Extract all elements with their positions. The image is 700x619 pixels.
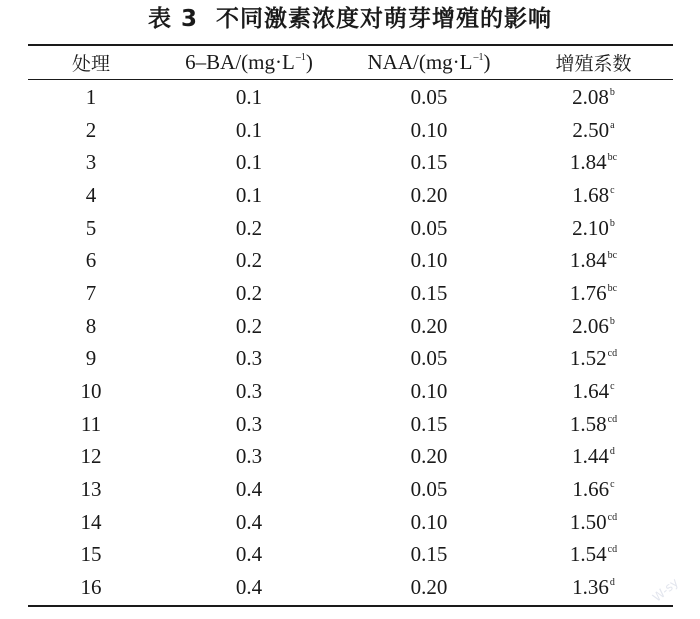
significance-letter: b <box>609 86 615 98</box>
significance-letter: bc <box>607 282 618 294</box>
6ba-cell: 0.3 <box>235 346 263 371</box>
header-6ba-unit-exponent: –1 <box>295 52 306 63</box>
naa-cell: 0.10 <box>410 379 448 404</box>
coefficient-cell <box>514 79 673 114</box>
coefficient-value: 2.06 <box>572 313 609 338</box>
treatment-cell: 6 <box>85 248 97 273</box>
coefficient-cell <box>514 244 673 277</box>
table-row <box>28 571 673 604</box>
coefficient-cell <box>514 506 673 539</box>
6ba-cell: 0.2 <box>235 313 263 338</box>
coefficient-value: 1.64 <box>572 379 610 404</box>
treatment-cell: 1 <box>85 84 97 109</box>
significance-letter: d <box>609 446 615 458</box>
6ba-cell: 0.1 <box>235 182 263 207</box>
table-row <box>28 146 673 179</box>
table-row <box>28 277 673 310</box>
treatment-cell: 8 <box>85 313 97 338</box>
header-treatment: 处理 <box>71 53 110 75</box>
6ba-cell: 0.4 <box>235 575 263 600</box>
table-number: 表 3 <box>147 6 198 32</box>
table-row <box>28 79 673 114</box>
coefficient-cell <box>514 114 673 147</box>
header-coefficient: 增殖系数 <box>555 53 632 75</box>
coefficient-cell <box>514 146 673 179</box>
6ba-cell: 0.3 <box>235 379 263 404</box>
table-row <box>28 408 673 441</box>
naa-cell: 0.15 <box>410 542 448 567</box>
treatment-cell: 14 <box>80 509 102 534</box>
header-6ba-name: 6–BA/(mg·L <box>185 50 295 74</box>
table-row <box>28 375 673 408</box>
treatment-cell: 9 <box>85 346 97 371</box>
coefficient-cell <box>514 441 673 474</box>
coefficient-value: 2.50 <box>572 117 610 142</box>
coefficient-value: 1.66 <box>572 477 610 502</box>
significance-letter: b <box>609 217 615 229</box>
coefficient-value: 1.52 <box>569 346 607 371</box>
treatment-cell: 3 <box>85 150 97 175</box>
significance-letter: cd <box>607 544 618 556</box>
bottom-rule <box>28 605 673 607</box>
coefficient-cell <box>514 539 673 572</box>
table-row <box>28 539 673 572</box>
6ba-cell: 0.1 <box>235 150 263 175</box>
naa-cell: 0.10 <box>410 248 448 273</box>
coefficient-value: 1.76 <box>569 280 607 305</box>
6ba-cell: 0.1 <box>235 117 263 142</box>
significance-letter: a <box>610 119 615 131</box>
coefficient-value: 2.10 <box>572 215 609 240</box>
watermark: W-sy <box>649 575 682 605</box>
table-body <box>28 79 673 604</box>
naa-cell: 0.15 <box>410 280 448 305</box>
header-6ba-close: ) <box>305 50 313 74</box>
header-naa-name: NAA/(mg·L <box>367 50 473 74</box>
coefficient-value: 1.84 <box>569 150 607 175</box>
significance-letter: c <box>610 381 615 393</box>
naa-cell: 0.05 <box>410 215 448 240</box>
table-row <box>28 343 673 376</box>
coefficient-cell <box>514 179 673 212</box>
coefficient-value: 1.84 <box>569 248 607 273</box>
naa-cell: 0.05 <box>410 477 448 502</box>
treatment-cell: 7 <box>85 280 97 305</box>
coefficient-cell <box>514 310 673 343</box>
6ba-cell: 0.4 <box>235 509 263 534</box>
coefficient-cell <box>514 571 673 604</box>
naa-cell: 0.20 <box>410 182 448 207</box>
6ba-cell: 0.3 <box>235 411 263 436</box>
treatment-cell: 15 <box>80 542 102 567</box>
coefficient-value: 1.44 <box>572 444 609 469</box>
significance-letter: bc <box>607 152 618 164</box>
naa-cell: 0.05 <box>410 346 448 371</box>
6ba-cell: 0.2 <box>235 280 263 305</box>
table-row <box>28 506 673 539</box>
naa-cell: 0.20 <box>410 313 448 338</box>
coefficient-cell <box>514 473 673 506</box>
6ba-cell: 0.2 <box>235 215 263 240</box>
significance-letter: cd <box>607 413 618 425</box>
significance-letter: d <box>609 577 615 589</box>
table-row <box>28 179 673 212</box>
6ba-cell: 0.4 <box>235 477 263 502</box>
table-title: 不同激素浓度对萌芽增殖的影响 <box>216 6 552 32</box>
significance-letter: cd <box>607 348 618 360</box>
coefficient-cell <box>514 375 673 408</box>
coefficient-value: 1.68 <box>572 182 610 207</box>
treatment-cell: 4 <box>85 182 97 207</box>
treatment-cell: 5 <box>85 215 97 240</box>
6ba-cell: 0.4 <box>235 542 263 567</box>
header-naa <box>344 46 514 79</box>
table-row <box>28 114 673 147</box>
proliferation-table <box>28 46 673 604</box>
6ba-cell: 0.2 <box>235 248 263 273</box>
significance-letter: c <box>610 479 615 491</box>
coefficient-value: 1.36 <box>572 575 609 600</box>
header-6ba <box>154 46 344 79</box>
coefficient-value: 1.54 <box>569 542 607 567</box>
coefficient-value: 2.08 <box>572 84 609 109</box>
coefficient-cell <box>514 277 673 310</box>
naa-cell: 0.05 <box>410 84 448 109</box>
significance-letter: c <box>610 184 615 196</box>
naa-cell: 0.15 <box>410 411 448 436</box>
coefficient-cell <box>514 408 673 441</box>
treatment-cell: 12 <box>80 444 102 469</box>
significance-letter: b <box>609 315 615 327</box>
table-row <box>28 473 673 506</box>
naa-cell: 0.10 <box>410 509 448 534</box>
coefficient-cell <box>514 343 673 376</box>
6ba-cell: 0.1 <box>235 84 263 109</box>
table-row <box>28 310 673 343</box>
treatment-cell: 13 <box>80 477 102 502</box>
treatment-cell: 11 <box>80 411 102 436</box>
naa-cell: 0.10 <box>410 117 448 142</box>
table-caption <box>0 2 700 36</box>
naa-cell: 0.20 <box>410 444 448 469</box>
6ba-cell: 0.3 <box>235 444 263 469</box>
coefficient-cell <box>514 212 673 245</box>
table-row <box>28 441 673 474</box>
significance-letter: bc <box>607 250 618 262</box>
table-row <box>28 212 673 245</box>
treatment-cell: 10 <box>80 379 102 404</box>
header-naa-close: ) <box>483 50 491 74</box>
significance-letter: cd <box>607 511 618 523</box>
treatment-cell: 2 <box>85 117 97 142</box>
naa-cell: 0.15 <box>410 150 448 175</box>
coefficient-value: 1.58 <box>569 411 607 436</box>
header-row <box>28 46 673 79</box>
naa-cell: 0.20 <box>410 575 448 600</box>
table-row <box>28 244 673 277</box>
header-naa-unit-exponent: –1 <box>473 52 484 63</box>
coefficient-value: 1.50 <box>569 509 607 534</box>
treatment-cell: 16 <box>80 575 102 600</box>
